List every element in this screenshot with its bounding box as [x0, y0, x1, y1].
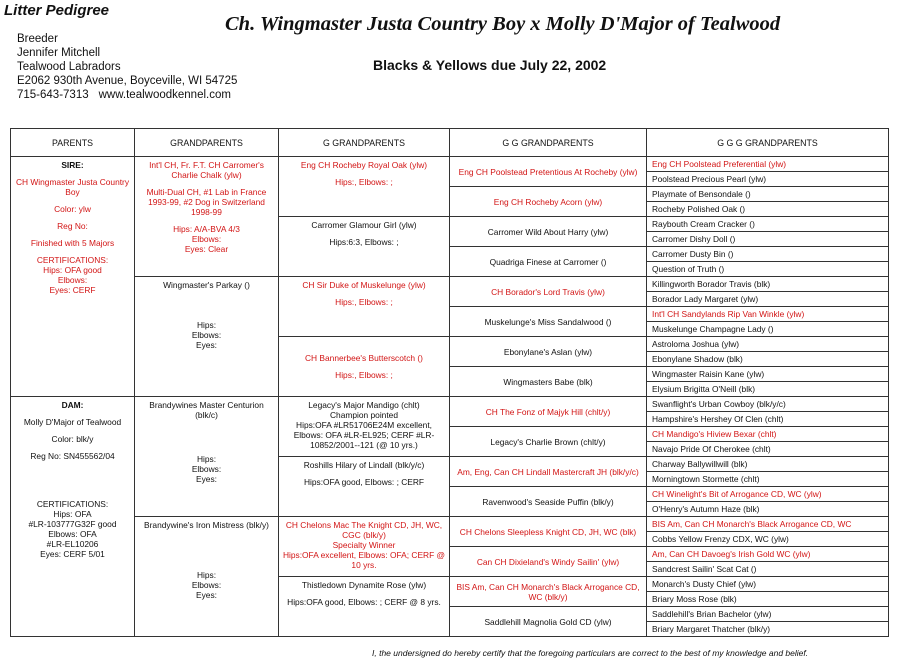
col-g-grandparents: G GRANDPARENTS — [279, 129, 450, 157]
g7-health: Hips:OFA excellent, Elbows: OFA; CERF @ 10 yrs. — [282, 550, 446, 570]
gp2-name: Wingmaster's Parkay () — [163, 280, 250, 290]
gg-grandparent-4: Quadriga Finese at Carromer () — [450, 247, 647, 277]
g5-health: Hips:OFA #LR51706E24M excellent, Elbows: OFA #LR-EL925; CERF #LR-10852/2001--121 (@ 10 yrs.) — [293, 420, 435, 450]
breeder-phone: 715-643-7313 — [17, 89, 89, 101]
g5-name: Legacy's Major Mandigo (chlt) — [308, 400, 420, 410]
sire-label: SIRE: — [61, 160, 84, 170]
ggg-grandparent-24: O'Henry's Autumn Haze (blk) — [647, 502, 889, 517]
sire-color: Color: ylw — [54, 204, 91, 214]
gg-grandparent-7: Ebonylane's Aslan (ylw) — [450, 337, 647, 367]
gp4-name: Brandywine's Iron Mistress (blk/y) — [144, 520, 269, 530]
ggg-grandparent-32: Briary Margaret Thatcher (blk/y) — [647, 622, 889, 637]
dam-cell — [11, 397, 135, 637]
gp4-elbows: Elbows: — [191, 580, 222, 590]
litter-pedigree-title: Litter Pedigree — [4, 2, 110, 19]
g-grandparent-8 — [279, 577, 450, 637]
grandparent-2 — [135, 277, 279, 397]
ggg-grandparent-30: Briary Moss Rose (blk) — [647, 592, 889, 607]
g8-health: Hips:OFA good, Elbows: ; CERF @ 8 yrs. — [287, 597, 441, 607]
dam-name: Molly D'Major of Tealwood — [23, 417, 122, 427]
g6-health: Hips:OFA good, Elbows: ; CERF — [303, 477, 425, 487]
dam-eyes: Eyes: CERF 5/01 — [40, 549, 105, 559]
pedigree-table — [10, 128, 889, 637]
sire-cell — [11, 157, 135, 397]
gg-grandparent-16: Saddlehill Magnolia Gold CD (ylw) — [450, 607, 647, 637]
ggg-grandparent-23: CH Winelight's Bit of Arrogance CD, WC (ylw) — [647, 487, 889, 502]
col-gg-grandparents: G G GRANDPARENTS — [450, 129, 647, 157]
g6-name: Roshills Hilary of Lindall (blk/y/c) — [303, 460, 425, 470]
ggg-grandparent-12: Muskelunge Champagne Lady () — [647, 322, 889, 337]
g2-health: Hips:6:3, Elbows: ; — [329, 237, 399, 247]
ggg-grandparent-18: Hampshire's Hershey Of Clen (chlt) — [647, 412, 889, 427]
certification-statement: I, the undersigned do hereby certify that the foregoing particulars are correct to the best of my knowledge and belief. — [372, 648, 809, 658]
gg-grandparent-6: Muskelunge's Miss Sandalwood () — [450, 307, 647, 337]
gg-grandparent-3: Carromer Wild About Harry (ylw) — [450, 217, 647, 247]
breeder-label: Breeder — [17, 33, 58, 45]
g-grandparent-3 — [279, 277, 450, 337]
ggg-grandparent-11: Int'l CH Sandylands Rip Van Winkle (ylw) — [647, 307, 889, 322]
dam-color: Color: blk/y — [51, 434, 94, 444]
gp3-eyes: Eyes: — [196, 474, 217, 484]
ggg-grandparent-31: Saddlehill's Brian Bachelor (ylw) — [647, 607, 889, 622]
ggg-grandparent-4: Rocheby Polished Oak () — [647, 202, 889, 217]
g4-name: CH Bannerbee's Butterscotch () — [305, 353, 423, 363]
ggg-grandparent-26: Cobbs Yellow Frenzy CDX, WC (ylw) — [647, 532, 889, 547]
ggg-grandparent-17: Swanflight's Urban Cowboy (blk/y/c) — [647, 397, 889, 412]
ggg-grandparent-20: Navajo Pride Of Cherokee (chlt) — [647, 442, 889, 457]
ggg-grandparent-15: Wingmaster Raisin Kane (ylw) — [647, 367, 889, 382]
sire-name: CH Wingmaster Justa Country Boy — [15, 177, 130, 197]
ggg-grandparent-5: Raybouth Cream Cracker () — [647, 217, 889, 232]
ggg-grandparent-28: Sandcrest Sailin' Scat Cat () — [647, 562, 889, 577]
breeder-address: E2062 930th Avenue, Boyceville, WI 54725 — [17, 75, 238, 87]
sire-finished: Finished with 5 Majors — [30, 238, 115, 248]
g3-name: CH Sir Duke of Muskelunge (ylw) — [302, 280, 426, 290]
gp4-eyes: Eyes: — [196, 590, 217, 600]
gg-grandparent-11: Am, Eng, Can CH Lindall Mastercraft JH (blk/y/c) — [450, 457, 647, 487]
breeder-name: Jennifer Mitchell — [17, 47, 101, 59]
gg-grandparent-9: CH The Fonz of Majyk Hill (chlt/y) — [450, 397, 647, 427]
g1-health: Hips:, Elbows: ; — [335, 177, 393, 187]
g1-name: Eng CH Rocheby Royal Oak (ylw) — [300, 160, 428, 170]
ggg-grandparent-1: Eng CH Poolstead Preferential (ylw) — [647, 157, 889, 172]
gp1-eyes: Eyes: Clear — [184, 244, 229, 254]
ggg-grandparent-25: BIS Am, Can CH Monarch's Black Arrogance CD, WC — [647, 517, 889, 532]
g3-health: Hips:, Elbows: ; — [335, 297, 393, 307]
gp1-note: Multi-Dual CH, #1 Lab in France 1993-99, #2 Dog in Switzerland 1998-99 — [146, 187, 267, 217]
gp4-hips: Hips: — [196, 570, 217, 580]
kennel-name: Tealwood Labradors — [17, 61, 121, 73]
sire-cert-title: CERTIFICATIONS: — [36, 255, 109, 265]
gg-grandparent-14: Can CH Dixieland's Windy Sailin' (ylw) — [450, 547, 647, 577]
ggg-grandparent-19: CH Mandigo's Hiview Bexar (chlt) — [647, 427, 889, 442]
ggg-grandparent-6: Carromer Dishy Doll () — [647, 232, 889, 247]
g7-name: CH Chelons Mac The Knight CD, JH, WC, CGC (blk/y) — [285, 520, 443, 540]
gp3-hips: Hips: — [196, 454, 217, 464]
sire-elbows: Elbows: — [57, 275, 88, 285]
gp3-name: Brandywines Master Centurion (blk/c) — [149, 400, 264, 420]
sire-eyes: Eyes: CERF — [49, 285, 96, 295]
contact-line — [17, 88, 237, 102]
gg-grandparent-12: Ravenwood's Seaside Puffin (blk/y) — [450, 487, 647, 517]
gp2-eyes: Eyes: — [196, 340, 217, 350]
ggg-grandparent-3: Playmate of Bensondale () — [647, 187, 889, 202]
col-ggg-grandparents: G G G GRANDPARENTS — [647, 129, 889, 157]
breeder-info — [17, 32, 237, 102]
gp1-name: Int'l CH, Fr. F.T. CH Carromer's Charlie Chalk (ylw) — [149, 160, 264, 180]
grandparent-3 — [135, 397, 279, 517]
g-grandparent-7 — [279, 517, 450, 577]
ggg-grandparent-14: Ebonylane Shadow (blk) — [647, 352, 889, 367]
g7-line2: Specialty Winner — [332, 540, 396, 550]
g5-line2: Champion pointed — [330, 410, 398, 420]
litter-due-date: Blacks & Yellows due July 22, 2002 — [373, 57, 607, 73]
ggg-grandparent-7: Carromer Dusty Bin () — [647, 247, 889, 262]
gg-grandparent-1: Eng CH Poolstead Pretentious At Rocheby (ylw) — [450, 157, 647, 187]
ggg-grandparent-2: Poolstead Precious Pearl (ylw) — [647, 172, 889, 187]
dam-hips: Hips: OFA — [53, 509, 92, 519]
gg-grandparent-10: Legacy's Charlie Brown (chlt/y) — [450, 427, 647, 457]
dam-label: DAM: — [61, 400, 84, 410]
gg-grandparent-13: CH Chelons Sleepless Knight CD, JH, WC (blk) — [450, 517, 647, 547]
g-grandparent-4 — [279, 337, 450, 397]
dam-reg: Reg No: SN455562/04 — [30, 451, 115, 461]
gp3-elbows: Elbows: — [191, 464, 222, 474]
gp1-elbows: Elbows: — [191, 234, 222, 244]
ggg-grandparent-13: Astroloma Joshua (ylw) — [647, 337, 889, 352]
dam-elbows: Elbows: OFA — [48, 529, 97, 539]
pedigree-header-row — [11, 129, 889, 157]
dam-elbows-number: #LR-EL10206 — [46, 539, 99, 549]
ggg-grandparent-22: Morningtown Stormette (chlt) — [647, 472, 889, 487]
g-grandparent-5 — [279, 397, 450, 457]
gg-grandparent-8: Wingmasters Babe (blk) — [450, 367, 647, 397]
g8-name: Thistledown Dynamite Rose (ylw) — [301, 580, 427, 590]
sire-hips: Hips: OFA good — [43, 265, 102, 275]
dam-cert-title: CERTIFICATIONS: — [36, 499, 109, 509]
ggg-grandparent-10: Borador Lady Margaret (ylw) — [647, 292, 889, 307]
ggg-grandparent-9: Killingworth Borador Travis (blk) — [647, 277, 889, 292]
g-grandparent-1 — [279, 157, 450, 217]
gg-grandparent-2: Eng CH Rocheby Acorn (ylw) — [450, 187, 647, 217]
g2-name: Carromer Glamour Girl (ylw) — [311, 220, 417, 230]
ggg-grandparent-8: Question of Truth () — [647, 262, 889, 277]
litter-cross-title: Ch. Wingmaster Justa Country Boy x Molly D'Major of Tealwood — [225, 13, 781, 35]
sire-reg: Reg No: — [57, 221, 88, 231]
gg-grandparent-5: CH Borador's Lord Travis (ylw) — [450, 277, 647, 307]
g-grandparent-2 — [279, 217, 450, 277]
ggg-grandparent-27: Am, Can CH Davoeg's Irish Gold WC (ylw) — [647, 547, 889, 562]
dam-hips-number: #LR-103777G32F good — [28, 519, 117, 529]
g-grandparent-6 — [279, 457, 450, 517]
gp2-elbows: Elbows: — [191, 330, 222, 340]
gp1-hips: Hips: A/A-BVA 4/3 — [173, 224, 240, 234]
gg-grandparent-15: BIS Am, Can CH Monarch's Black Arrogance CD, WC (blk/y) — [450, 577, 647, 607]
col-parents: PARENTS — [11, 129, 135, 157]
grandparent-1 — [135, 157, 279, 277]
ggg-grandparent-29: Monarch's Dusty Chief (ylw) — [647, 577, 889, 592]
kennel-website-link[interactable]: www.tealwoodkennel.com — [98, 89, 231, 101]
gp2-hips: Hips: — [196, 320, 217, 330]
grandparent-4 — [135, 517, 279, 637]
col-grandparents: GRANDPARENTS — [135, 129, 279, 157]
ggg-grandparent-21: Charway Ballywillwill (blk) — [647, 457, 889, 472]
ggg-grandparent-16: Elysium Brigitta O'Neill (blk) — [647, 382, 889, 397]
g4-health: Hips:, Elbows: ; — [335, 370, 393, 380]
